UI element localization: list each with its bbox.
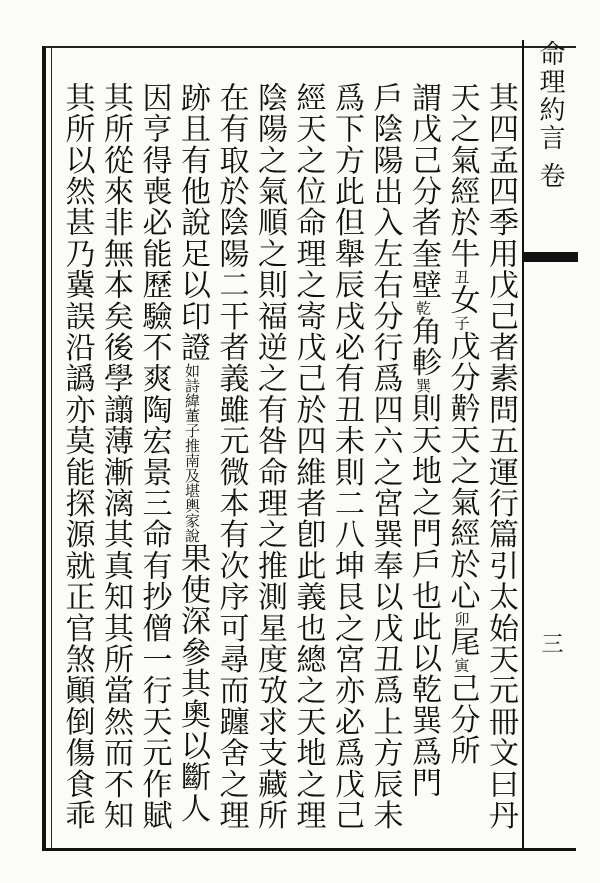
text-column-9: 跡且有他說足以印證如詩緯董子推南及堪輿家說果使深參其奧以斷人 xyxy=(175,82,210,824)
text-column-11: 其所從來非無本矣後學譾薄漸漓其真知其所當然而不知 xyxy=(98,82,133,831)
annotation: 子 xyxy=(452,315,471,331)
annotation: 寅 xyxy=(452,657,471,673)
text-column-12: 其所以然甚乃冀誤沿譌亦莫能探源就正官煞顚倒傷食乖 xyxy=(59,82,95,831)
annotation: 丑 xyxy=(452,269,471,285)
annotation: 卯 xyxy=(452,611,471,627)
text-column-5: 爲下方此但舉辰戌必有丑未則二八坤艮之宮亦必爲戊己 xyxy=(329,82,364,831)
text-column-8: 在有取於陰陽二干者義雖元微本有次序可尋而躔舍之理 xyxy=(213,82,249,831)
annotation: 巽 xyxy=(414,377,432,393)
text-column-1: 其四孟四季用戊己者素問五運行篇引太始天元冊文曰丹 xyxy=(483,82,518,831)
annotation: 乾 xyxy=(414,300,432,316)
text-column-3: 謂戊己分者奎壁乾角軫巽則天地之門戶也此以乾巽爲門 xyxy=(406,82,441,799)
text-column-2: 天之氣經於牛丑女子戊分黅天之氣經於心卯尾寅己分所 xyxy=(444,82,480,767)
text-column-6: 經天之位命理之寄戊己於四維者卽此義也總之天地之理 xyxy=(290,82,326,831)
text-column-4: 戶陰陽出入左右分行爲四六之宮巽奉以戊丑爲上方辰未 xyxy=(367,82,403,831)
margin-page-number: 三 xyxy=(538,632,563,654)
inner-border-line xyxy=(51,46,52,848)
text-column-10: 因亨得喪必能歷驗不爽陶宏景三命有抄僧一行天元作賦 xyxy=(136,82,172,831)
text-column-7: 陰陽之氣順之則福逆之有咎命理之推測星度攷求支藏所 xyxy=(252,82,287,831)
margin-book-title: 命理約言 卷 xyxy=(535,40,565,191)
annotation: 如詩緯董子推南及堪輿家說 xyxy=(183,362,201,543)
text-columns xyxy=(58,82,520,842)
fishtail-mark xyxy=(522,252,578,262)
